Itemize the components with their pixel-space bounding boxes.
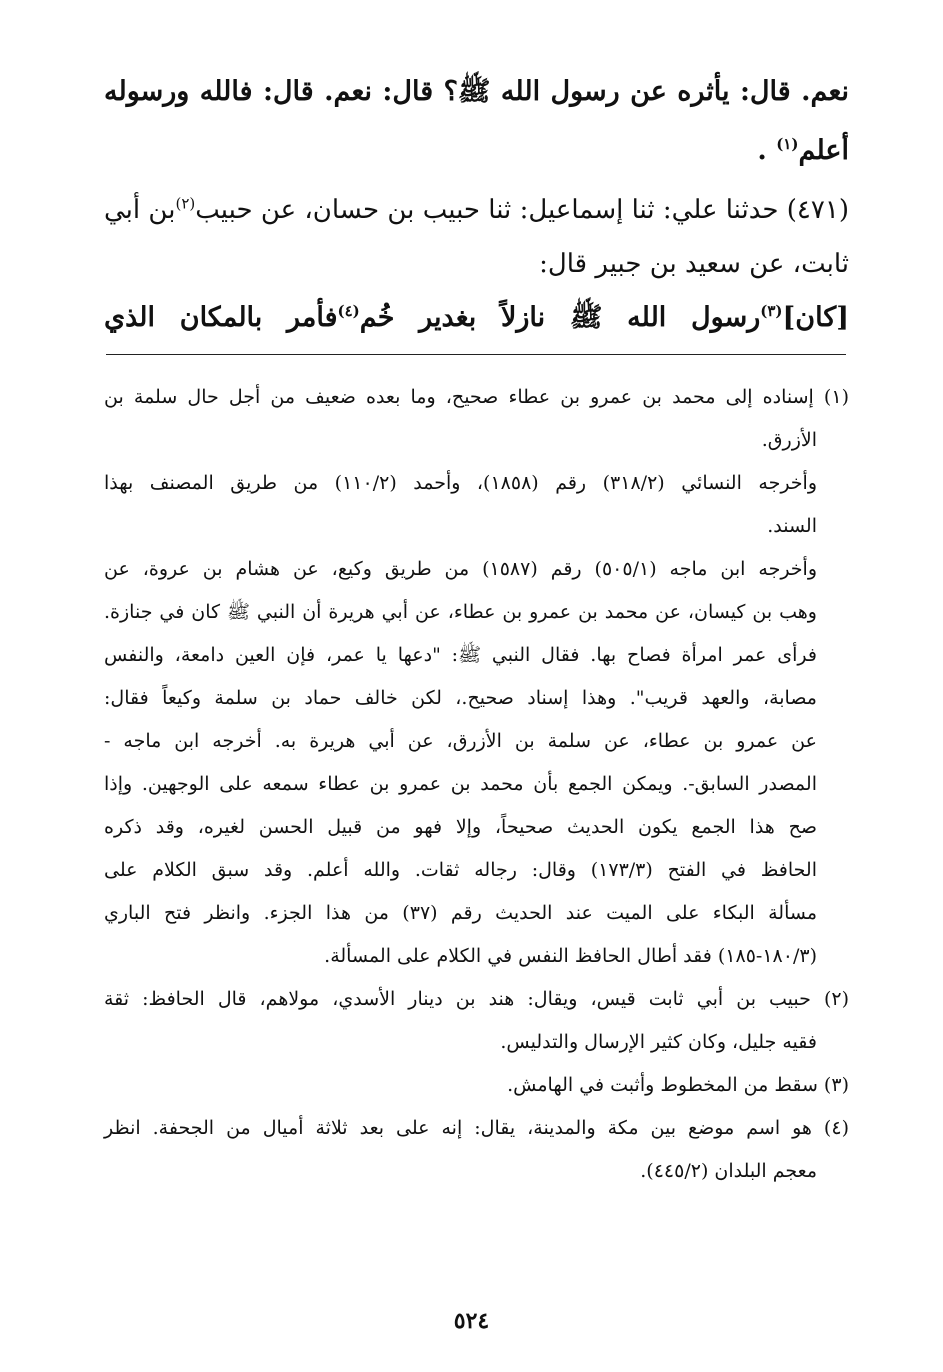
footnote-separator — [106, 354, 846, 355]
footnote-line: مسألة البكاء على الميت عند الحديث رقم (٣٧) من هذا الجزء. وانظر فتح الباري — [104, 902, 818, 924]
text-line-1-content: نعم. قال: يأثره عن رسول الله ﷺ؟ قال: نعم. قال: فالله ورسوله — [104, 76, 849, 107]
footnote-line: فقيه جليل، وكان كثير الإرسال والتدليس. — [500, 1031, 817, 1053]
footnote-line: الحافظ في الفتح (١٧٣/٣) وقال: رجاله ثقات. والله أعلم. وقد سبق الكلام على — [104, 859, 817, 881]
text-line-4-content: ثابت، عن سعيد بن جبير قال: — [539, 249, 849, 279]
footnote-line: معجم البلدان (٤٤٥/٢). — [640, 1160, 817, 1182]
text-line-3-content: (٤٧١) حدثنا علي: ثنا إسماعيل: ثنا حبيب بن حسان، عن حبيب — [195, 195, 849, 225]
main-text — [104, 64, 849, 346]
page-number: ٥٢٤ — [453, 1308, 490, 1334]
footnote-line: عن عمرو بن عطاء، عن سلمة بن الأزرق، عن أبي هريرة به. أخرجه ابن ماجه - — [104, 730, 817, 752]
footnote-line: (١٨٠/٣-١٨٥) فقد أطال الحافظ النفس في الكلام على المسألة. — [324, 945, 817, 967]
footnote-marker-1: (١) — [776, 135, 799, 153]
footnote-line: (٣) سقط من المخطوط وأثبت في الهامش. — [507, 1074, 849, 1096]
footnotes — [104, 380, 849, 1197]
footnote-marker-3: (٣) — [760, 302, 783, 320]
text-line-3 — [104, 182, 849, 238]
text-line-1 — [104, 64, 849, 120]
footnote-line: الأزرق. — [761, 429, 817, 451]
text-line-5-middle: رسول الله ﷺ نازلاً بغدير خُم — [359, 302, 761, 333]
footnote-line: المصدر السابق-. ويمكن الجمع بأن محمد بن عمرو بن عطاء سمعه على الوجهين. وإذا — [104, 773, 817, 795]
footnote-line: مصابة، والعهد قريب". وهذا إسناد صحيح.، لكن خالف حماد بن سلمة وكيعاً فقال: — [104, 687, 817, 709]
text-line-2-end: . — [757, 135, 767, 166]
footnote-line: وهب بن كيسان، عن محمد بن عمرو بن عطاء، عن أبي هريرة أن النبي ﷺ كان في جنازة. — [104, 601, 817, 623]
footnote-line: صح هذا الجمع يكون الحديث صحيحاً، وإلا فهو من قبيل الحسن لغيره، وقد ذكره — [104, 816, 817, 838]
text-line-4 — [104, 238, 849, 290]
footnote-line: وأخرجه النسائي (٣١٨/٢) رقم (١٨٥٨)، وأحمد (١١٠/٢) من طريق المصنف بهذا — [104, 472, 817, 494]
footnote-line: (٢) حبيب بن أبي ثابت قيس، ويقال: هند بن دينار الأسدي، مولاهم، قال الحافظ: ثقة — [104, 988, 849, 1010]
text-line-5 — [104, 290, 849, 346]
text-line-2 — [104, 120, 849, 182]
footnote-line: (١) إسناده إلى محمد بن عمرو بن عطاء صحيح، وما بعده ضعيف من أجل حال سلمة بن — [104, 386, 849, 408]
text-line-3-end: بن أبي — [104, 195, 176, 225]
footnote-line: وأخرجه ابن ماجه (٥٠٥/١) رقم (١٥٨٧) من طريق وكيع، عن هشام بن عروة، عن — [104, 558, 817, 580]
text-line-2-content: أعلم — [798, 135, 849, 166]
footnote-line: (٤) هو اسم موضع بين مكة والمدينة، يقال: إنه على بعد ثلاثة أميال من الجحفة. انظر — [104, 1117, 849, 1139]
text-line-5-end: فأمر بالمكان الذي — [104, 302, 338, 333]
footnote-line: فرأى عمر امرأة فصاح بها. فقال النبي ﷺ: "دعها يا عمر، فإن العين دامعة، والنفس — [104, 644, 817, 666]
footnote-marker-2: (٢) — [175, 194, 196, 213]
text-line-5-start: [كان] — [782, 302, 849, 333]
footnote-line: السند. — [767, 515, 817, 537]
footnote-marker-4: (٤) — [337, 302, 360, 320]
